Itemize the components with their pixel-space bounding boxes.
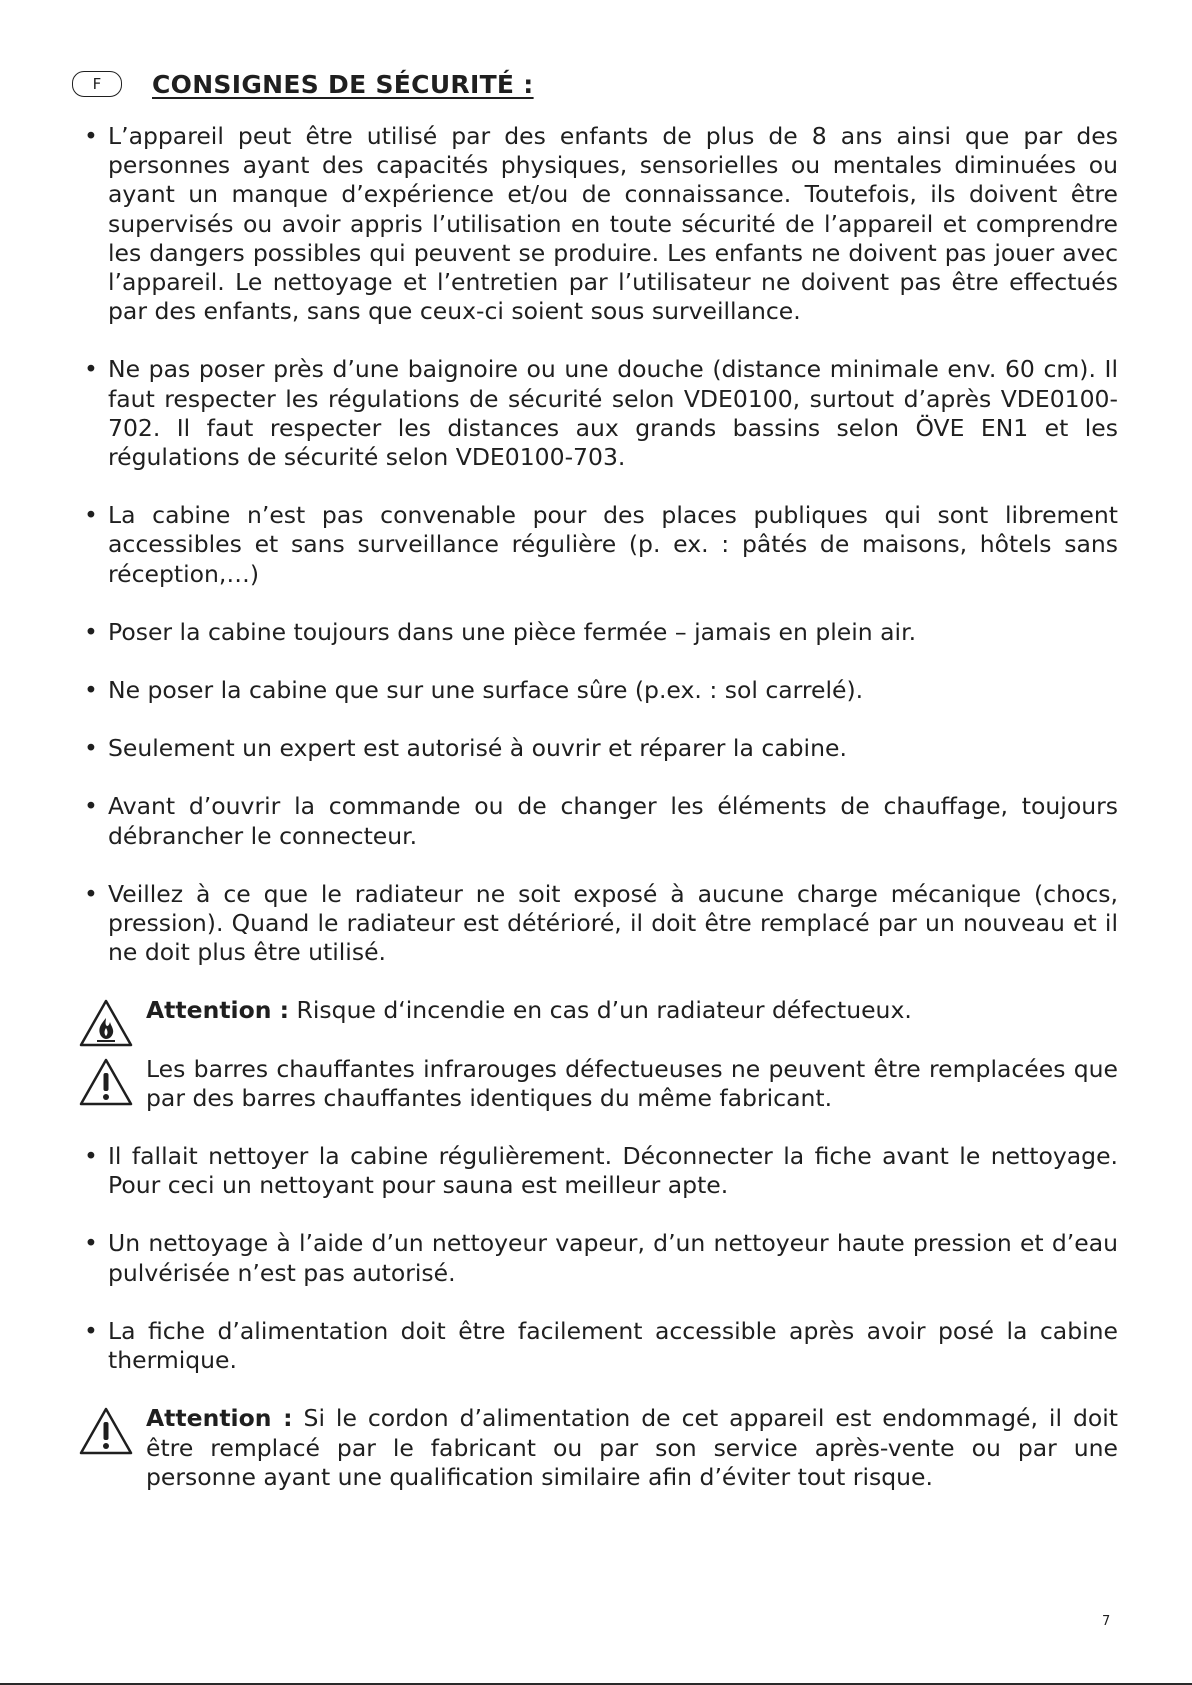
power-cord-warning [84, 1404, 1118, 1492]
list-item: • Ne pas poser près d’une baignoire ou une douche (distance minimale env. 60 cm). Il faut respecter les régulations de sécurité selon VDE0100, surtout d’après VDE0100-702. Il faut respecter les distances aux grands bassins selon ÖVE EN1 et les régulations de sécurité selon VDE0100-703. [84, 355, 1118, 472]
list-item-text: L’appareil peut être utilisé par des enfants de plus de 8 ans ainsi que par des personnes ayant des capacités physiques, sensorielles ou mentales diminuées ou ayant un manque d’expérience et/ou de connaissance. Toutefois, ils doivent être supervisés ou avoir appris l’utilisation en toute sécurité de l’appareil et comprendre les dangers possibles qui peuvent se produire. Les enfants ne doivent pas jouer avec l’appareil. Le nettoyage et l’entretien par l’utilisateur ne doivent pas être effectués par des enfants, sans que ceux-ci soient sous surveillance. [108, 122, 1118, 326]
list-item-text: Avant d’ouvrir la commande ou de changer les éléments de chauffage, toujours débrancher le connecteur. [108, 792, 1118, 850]
list-item-text: La fiche d’alimentation doit être facilement accessible après avoir posé la cabine thermique. [108, 1316, 1118, 1375]
list-item: • Ne poser la cabine que sur une surface sûre (p.ex. : sol carrelé). [84, 676, 864, 705]
section-header [72, 64, 534, 104]
fire-warning-icon [78, 998, 134, 1048]
list-item-text: Ne poser la cabine que sur une surface sûre (p.ex. : sol carrelé). [108, 676, 864, 705]
list-item: • L’appareil peut être utilisé par des enfants de plus de 8 ans ainsi que par des personnes ayant des capacités physiques, sensorielles ou mentales diminuées ou ayant un manque d’expérience et/ou de connaissance. Toutefois, ils doivent être supervisés ou avoir appris l’utilisation en toute sécurité de l’appareil et comprendre les dangers possibles qui peuvent se produire. Les enfants ne doivent pas jouer avec l’appareil. Le nettoyage et l’entretien par l’utilisateur ne doivent pas être effectués par des enfants, sans que ceux-ci soient sous surveillance. [84, 122, 1118, 326]
language-badge: F [72, 71, 122, 97]
list-item: • Veillez à ce que le radiateur ne soit exposé à aucune charge mécanique (chocs, pression). Quand le radiateur est détérioré, il doit être remplacé par un nouveau et il ne doit plus être utilisé. [84, 879, 1118, 967]
list-item-text: Il fallait nettoyer la cabine régulièrement. Déconnecter la fiche avant le nettoyage. Pour ceci un nettoyant pour sauna est meilleur apte. [108, 1142, 1118, 1200]
exclamation-warning-icon [78, 1057, 134, 1107]
warning-text: Risque d‘incendie en cas d’un radiateur défectueux. [289, 996, 912, 1025]
list-item: • Poser la cabine toujours dans une pièce fermée – jamais en plein air. [84, 617, 917, 646]
list-item: • Un nettoyage à l’aide d’un nettoyeur vapeur, d’un nettoyeur haute pression et d’eau pulvérisée n’est pas autorisé. [84, 1229, 1118, 1287]
list-item: • La fiche d’alimentation doit être facilement accessible après avoir posé la cabine thermique. [84, 1316, 1118, 1375]
heating-bar-warning [84, 1055, 1118, 1113]
fire-warning [84, 996, 1118, 1025]
warning-label: Attention : [146, 996, 290, 1025]
list-item: • La cabine n’est pas convenable pour des places publiques qui sont librement accessibles et sans surveillance régulière (p. ex. : pâtés de maisons, hôtels sans réception,…) [84, 501, 1118, 588]
list-item-text: Ne pas poser près d’une baignoire ou une douche (distance minimale env. 60 cm). Il faut respecter les régulations de sécurité selon VDE0100, surtout d’après VDE0100-702. Il faut respecter les distances aux grands bassins selon ÖVE EN1 et les régulations de sécurité selon VDE0100-703. [108, 355, 1118, 472]
list-item-text: Un nettoyage à l’aide d’un nettoyeur vapeur, d’un nettoyeur haute pression et d’eau pulvérisée n’est pas autorisé. [108, 1229, 1118, 1287]
warning-text: Les barres chauffantes infrarouges défectueuses ne peuvent être remplacées que par des barres chauffantes identiques du même fabricant. [146, 1054, 1118, 1112]
list-item-text: Poser la cabine toujours dans une pièce fermée – jamais en plein air. [108, 617, 917, 646]
list-item-text: Veillez à ce que le radiateur ne soit exposé à aucune charge mécanique (chocs, pression). Quand le radiateur est détérioré, il doit être remplacé par un nouveau et il ne doit plus être utilisé. [108, 879, 1118, 967]
exclamation-warning-icon [78, 1406, 134, 1456]
list-item-text: Seulement un expert est autorisé à ouvrir et réparer la cabine. [108, 734, 847, 763]
warning-text: Si le cordon d’alimentation de cet appareil est endommagé, il doit être remplacé par le fabricant ou par son service après-vente ou par une personne ayant une qualification similaire afin d’éviter tout risque. [146, 1404, 1118, 1491]
list-item: • Il fallait nettoyer la cabine régulièrement. Déconnecter la fiche avant le nettoyage. Pour ceci un nettoyant pour sauna est meilleur apte. [84, 1142, 1118, 1200]
list-item: • Seulement un expert est autorisé à ouvrir et réparer la cabine. [84, 734, 847, 763]
page-number: 7 [1102, 1614, 1111, 1629]
list-item: • Avant d’ouvrir la commande ou de changer les éléments de chauffage, toujours débrancher le connecteur. [84, 792, 1118, 850]
safety-instructions [84, 122, 1118, 1521]
list-item-text: La cabine n’est pas convenable pour des places publiques qui sont librement accessibles et sans surveillance régulière (p. ex. : pâtés de maisons, hôtels sans réception,…) [108, 501, 1118, 588]
page-title: CONSIGNES DE SÉCURITÉ : [152, 69, 534, 99]
warning-label: Attention : [146, 1404, 293, 1433]
